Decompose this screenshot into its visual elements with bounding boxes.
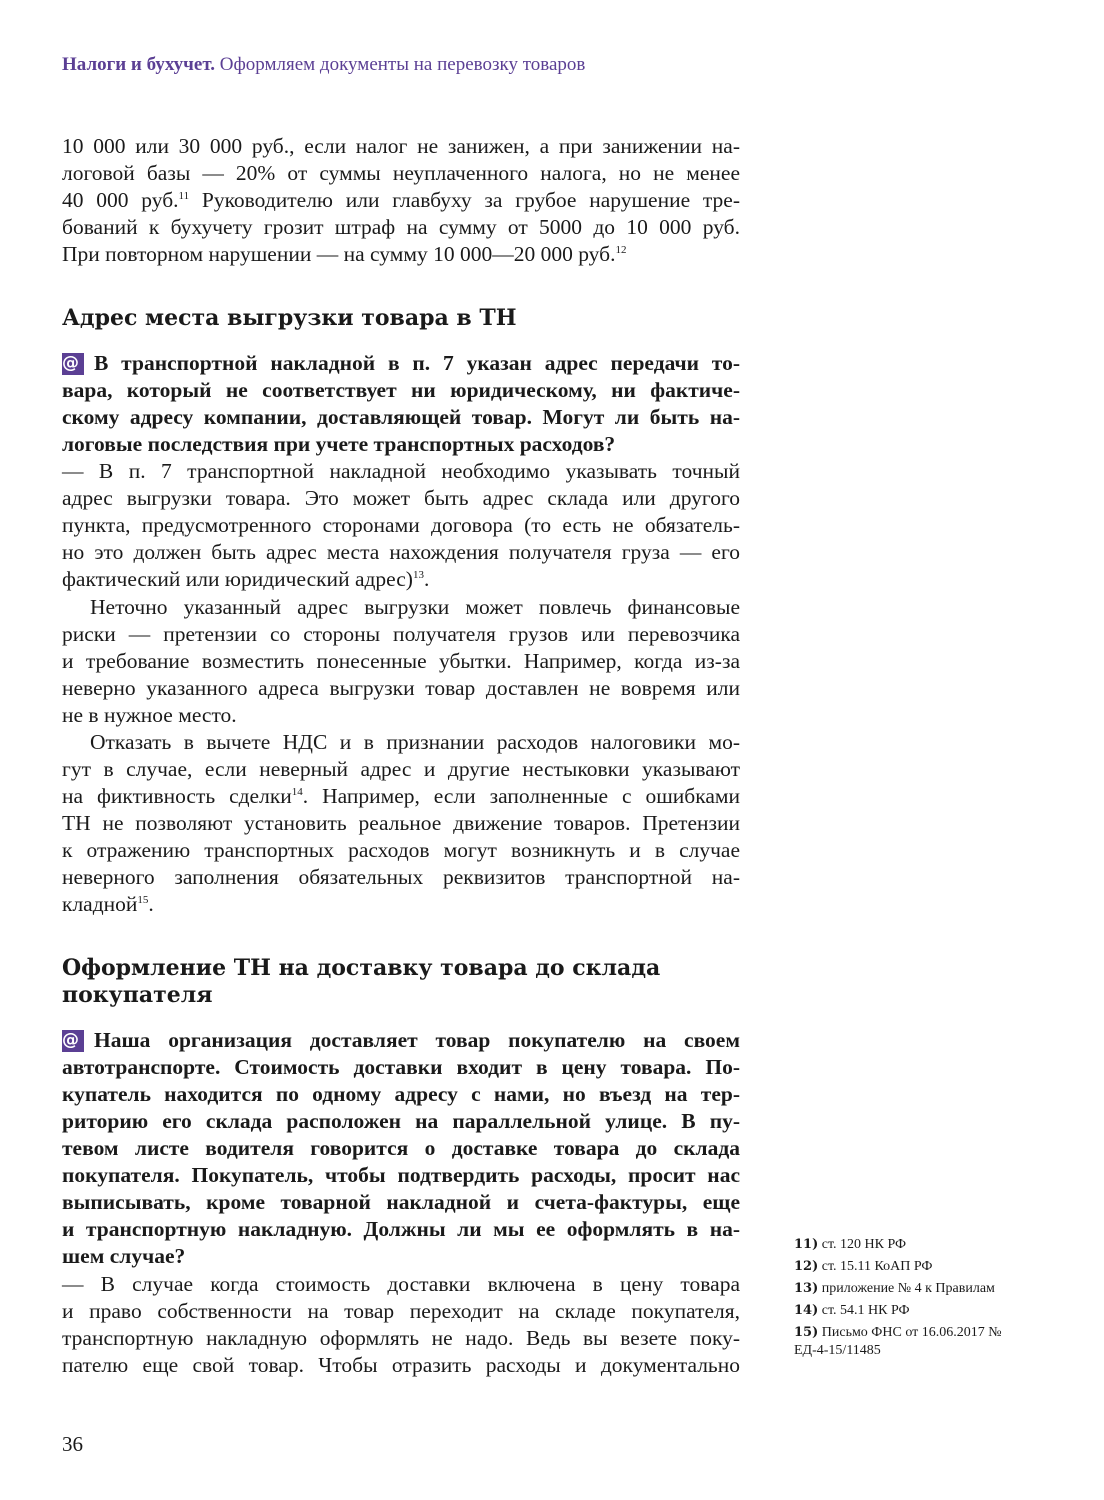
header-title: Оформляем документы на перевозку товаров <box>219 54 586 75</box>
heading-delivery-to-warehouse <box>62 955 762 1009</box>
heading-unloading-address: Адрес места выгрузки товара в ТН <box>62 305 517 331</box>
footnote-ref: 11 <box>178 190 190 202</box>
text-line: — В случае когда стоимость доставки включена в цену товара <box>62 1272 740 1296</box>
answer-2 <box>62 1271 740 1379</box>
text-line: и транспортную накладную. Должны ли мы ее оформлять в на- <box>62 1217 740 1241</box>
answer-1 <box>62 458 740 593</box>
footnote <box>794 1236 1034 1254</box>
footnote <box>794 1324 1034 1360</box>
page-number: 36 <box>62 1432 83 1456</box>
text-line: транспортную накладную оформлять не надо. Ведь вы везете поку- <box>62 1326 740 1350</box>
text-line: на фиктивность сделки$^{14}$. Например, если заполненные с ошибками <box>62 784 740 808</box>
text-line: фактический или юридический адрес)$^{13}$. <box>62 567 430 591</box>
text-line: скому адресу компании, доставляющей товар. Могут ли быть на- <box>62 405 740 429</box>
question-1 <box>62 350 740 458</box>
footnote-text: приложение № 4 к Правилам <box>821 1281 995 1296</box>
text-line: неверно указанного адреса выгрузки товар доставлен не вовремя или <box>62 676 740 700</box>
para-intro <box>62 133 740 268</box>
footnote-number: 14) <box>794 1303 819 1318</box>
text-line: логовой базы — 20% от суммы неуплаченного налога, но не менее <box>62 161 740 185</box>
text-line: При повторном нарушении — на сумму 10 000—20 000 руб.$^{12}$ <box>62 242 627 266</box>
running-header <box>62 54 585 76</box>
footnote-text: Письмо ФНС от 16.06.2017 № ЕД-4-15/11485 <box>794 1325 1002 1358</box>
question-icon: @ <box>62 1030 84 1052</box>
text-line: @ В транспортной накладной в п. 7 указан адрес передачи то- <box>62 351 740 375</box>
footnote-number: 12) <box>794 1259 819 1274</box>
text-line: купатель находится по одному адресу с нами, но въезд на тер- <box>62 1082 740 1106</box>
text-line: выписывать, кроме товарной накладной и счета-фактуры, еще <box>62 1190 740 1214</box>
footnote-ref: 15 <box>137 894 149 906</box>
footnote-ref: 13 <box>412 569 424 581</box>
text-line: но это должен быть адрес места нахождения получателя груза — его <box>62 540 740 564</box>
text-line: риски — претензии со стороны получателя грузов или перевозчика <box>62 622 740 646</box>
text-line: риторию его склада расположен на параллельной улице. В пу- <box>62 1109 740 1133</box>
text-line: 10 000 или 30 000 руб., если налог не занижен, а при занижении на- <box>62 134 740 158</box>
text-line: логовые последствия при учете транспортных расходов? <box>62 432 616 456</box>
text-line: адрес выгрузки товара. Это может быть адрес склада или другого <box>62 486 740 510</box>
text-line: Неточно указанный адрес выгрузки может повлечь финансовые <box>90 595 740 619</box>
footnote-number: 13) <box>794 1281 819 1296</box>
footnote-text: ст. 15.11 КоАП РФ <box>821 1259 933 1274</box>
text-line: — В п. 7 транспортной накладной необходимо указывать точный <box>62 459 740 483</box>
text-line: гут в случае, если неверный адрес и другие нестыковки указывают <box>62 757 740 781</box>
para-vat <box>62 729 740 918</box>
text-line: вара, который не соответствует ни юридическому, ни фактиче- <box>62 378 740 402</box>
text-line: 40 000 руб.$^{11}$ Руководителю или главбуху за грубое нарушение тре- <box>62 188 740 212</box>
text-line: тевом листе водителя говорится о доставке товара до склада <box>62 1136 740 1160</box>
text-line: неверного заполнения обязательных реквизитов транспортной на- <box>62 865 740 889</box>
footnote-text: ст. 120 НК РФ <box>821 1237 907 1252</box>
text-line: кладной$^{15}$. <box>62 892 154 916</box>
header-section: Налоги и бухучет. <box>62 54 215 75</box>
text-line: не в нужное место. <box>62 703 237 727</box>
heading-line: Оформление ТН на доставку товара до склада <box>62 955 661 981</box>
text-line: пункта, предусмотренного сторонами договора (то есть не обязатель- <box>62 513 740 537</box>
text-line: и право собственности на товар переходит на складе покупателя, <box>62 1299 740 1323</box>
text-line: бований к бухучету грозит штраф на сумму от 5000 до 10 000 руб. <box>62 215 740 239</box>
footnote <box>794 1280 1034 1298</box>
footnote-number: 15) <box>794 1325 819 1340</box>
heading-line: покупателя <box>62 982 213 1008</box>
footnote-number: 11) <box>794 1237 819 1252</box>
text-line: и требование возместить понесенные убытки. Например, когда из-за <box>62 649 740 673</box>
footnote-ref: 14 <box>291 786 303 798</box>
text-line: Отказать в вычете НДС и в признании расходов налоговики мо- <box>90 730 740 754</box>
text-line: пателю еще свой товар. Чтобы отразить расходы и документально <box>62 1353 740 1377</box>
footnotes <box>794 1236 1034 1364</box>
question-icon: @ <box>62 353 84 375</box>
text-line: ТН не позволяют установить реальное движение товаров. Претензии <box>62 811 740 835</box>
footnote-ref: 12 <box>615 244 627 256</box>
text-line: автотранспорте. Стоимость доставки входит в цену товара. По- <box>62 1055 740 1079</box>
text-line: @ Наша организация доставляет товар покупателю на своем <box>62 1028 740 1052</box>
para-risks <box>62 594 740 729</box>
question-2 <box>62 1027 740 1270</box>
footnote <box>794 1302 1034 1320</box>
footnote-text: ст. 54.1 НК РФ <box>821 1303 910 1318</box>
footnote <box>794 1258 1034 1276</box>
text-line: к отражению транспортных расходов могут возникнуть и в случае <box>62 838 740 862</box>
text-line: покупателя. Покупатель, чтобы подтвердить расходы, просит нас <box>62 1163 740 1187</box>
text-line: шем случае? <box>62 1244 186 1268</box>
